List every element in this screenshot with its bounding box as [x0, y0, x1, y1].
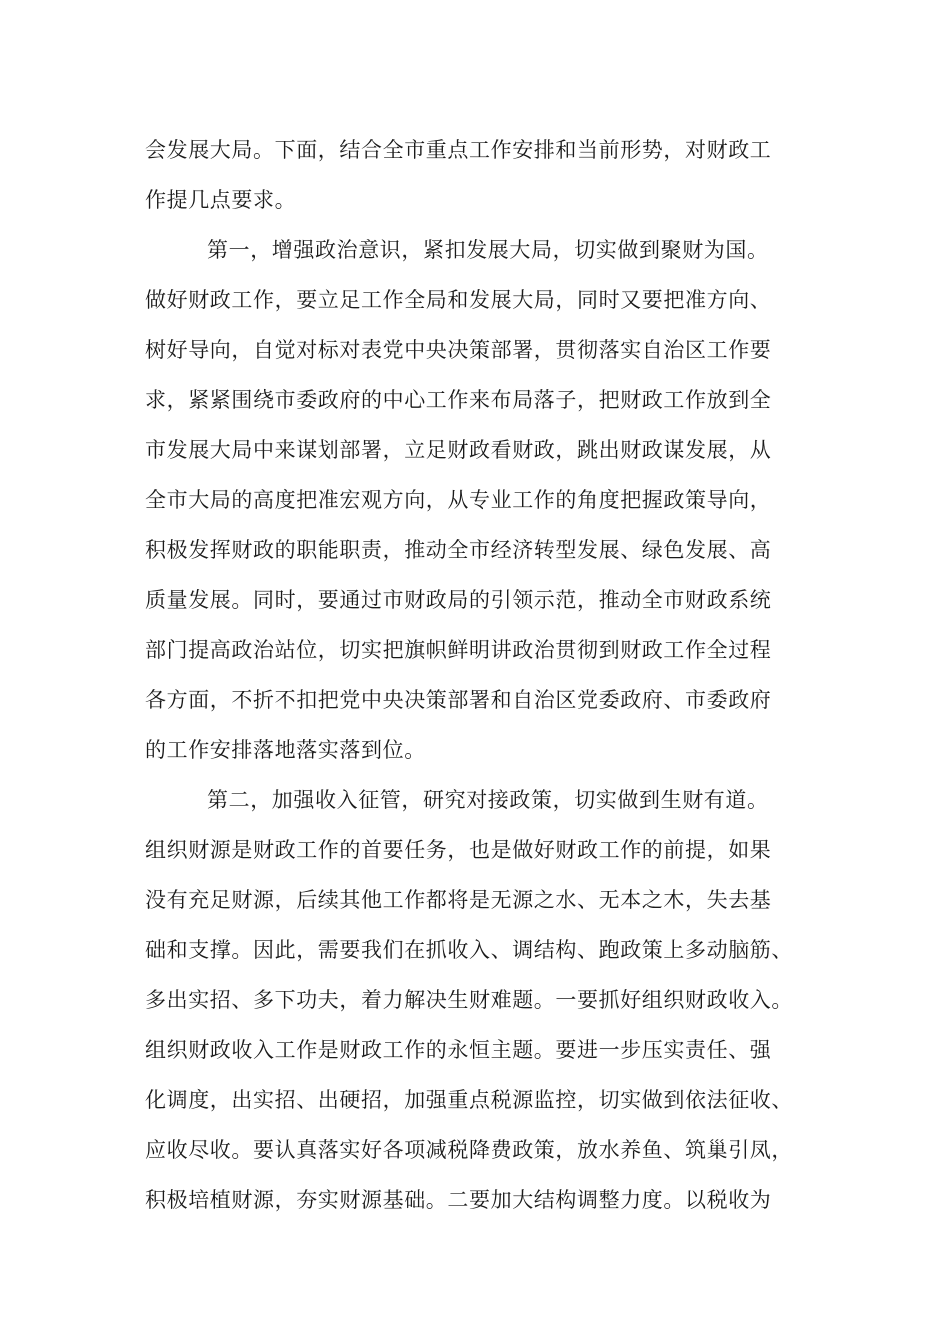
text-line: 多出实招、多下功夫，着力解决生财难题。一要抓好组织财政收入。 [145, 988, 793, 1012]
text-line: 做好财政工作，要立足工作全局和发展大局，同时又要把准方向、 [145, 288, 772, 312]
text-line: 化调度，出实招、出硬招，加强重点税源监控，切实做到依法征收、 [145, 1088, 793, 1112]
text-line: 础和支撑。因此，需要我们在抓收入、调结构、跑政策上多动脑筋、 [145, 938, 793, 962]
text-line: 作提几点要求。 [145, 188, 297, 212]
text-line: 质量发展。同时，要通过市财政局的引领示范，推动全市财政系统 [145, 588, 772, 612]
text-line: 应收尽收。要认真落实好各项减税降费政策，放水养鱼、筑巢引凤， [145, 1138, 793, 1162]
text-line: 求，紧紧围绕市委政府的中心工作来布局落子，把财政工作放到全 [145, 388, 772, 412]
text-line: 会发展大局。下面，结合全市重点工作安排和当前形势，对财政工 [145, 138, 772, 162]
text-line: 积极培植财源，夯实财源基础。二要加大结构调整力度。以税收为 [145, 1188, 772, 1212]
text-line: 的工作安排落地落实落到位。 [145, 738, 426, 762]
text-line: 部门提高政治站位，切实把旗帜鲜明讲政治贯彻到财政工作全过程 [145, 638, 772, 662]
text-line: 全市大局的高度把准宏观方向，从专业工作的角度把握政策导向， [145, 488, 772, 512]
text-line: 没有充足财源，后续其他工作都将是无源之水、无本之木，失去基 [145, 888, 772, 912]
text-line: 各方面，不折不扣把党中央决策部署和自治区党委政府、市委政府 [145, 688, 772, 712]
text-line: 树好导向，自觉对标对表党中央决策部署，贯彻落实自治区工作要 [145, 338, 772, 362]
paragraph-heading-1: 第一，增强政治意识，紧扣发展大局，切实做到聚财为国。 [207, 238, 769, 262]
text-line: 组织财政收入工作是财政工作的永恒主题。要进一步压实责任、强 [145, 1038, 772, 1062]
text-line: 组织财源是财政工作的首要任务，也是做好财政工作的前提，如果 [145, 838, 772, 862]
text-line: 市发展大局中来谋划部署，立足财政看财政，跳出财政谋发展，从 [145, 438, 772, 462]
paragraph-heading-2: 第二，加强收入征管，研究对接政策，切实做到生财有道。 [207, 788, 769, 812]
text-line: 积极发挥财政的职能职责，推动全市经济转型发展、绿色发展、高 [145, 538, 772, 562]
